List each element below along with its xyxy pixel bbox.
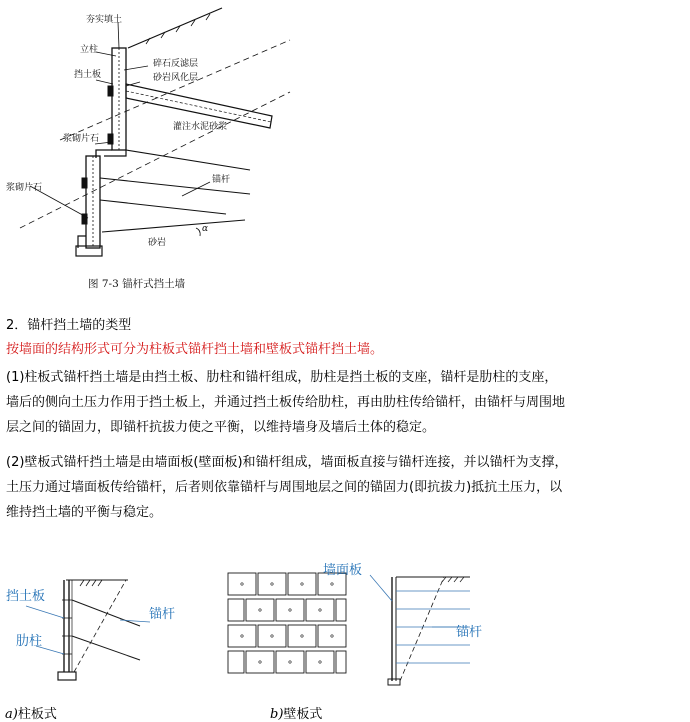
label-weathered-sandstone: 砂岩风化层 [153,73,199,83]
intro-sentence: 按墙面的结构形式可分为柱板式锚杆挡土墙和壁板式锚杆挡土墙。 [6,342,384,357]
figure-b-caption-text: 壁板式 [283,707,323,722]
label-alpha: α [202,224,209,234]
label-grouted-rubble-lower: 浆砌片石 [6,183,43,193]
figure-a-column-plate [0,560,200,720]
figure-b-label-panel: 墙面板 [323,563,363,578]
anchor-wall-section-drawing [0,0,300,270]
paragraph-2-line-1: (2)壁板式锚杆挡土墙是由墙面板(壁面板)和锚杆组成，墙面板直接与锚杆连接，并以锚杆为支撑， [6,455,568,470]
figure-b-label-anchor: 锚杆 [456,625,483,640]
label-cement-mortar: 灌注水泥砂浆 [173,122,228,132]
figure-a-caption [5,703,57,722]
figure-b-caption [270,703,322,722]
paragraph-2-line-3: 维持挡土墙的平衡与稳定。 [6,505,163,520]
paragraph-1-line-3: 层之间的锚固力，即锚杆抗拔力使之平衡，以维持墙身及墙后土体的稳定。 [6,420,436,435]
figure-a-drawing [0,560,200,690]
figure-a-label-rib: 肋柱 [16,634,43,649]
figure-b-wall-panel [220,555,520,720]
label-anchor-rod: 锚杆 [212,175,231,185]
paragraph-1-line-1: (1)柱板式锚杆挡土墙是由挡土板、肋柱和锚杆组成，肋柱是挡土板的支座，锚杆是肋柱的支座， [6,370,558,385]
figure-b-caption-letter: b) [270,707,284,722]
label-retaining-plate: 挡土板 [74,70,102,80]
label-sandstone: 砂岩 [148,238,167,248]
label-grouted-rubble-upper: 浆砌片石 [63,134,100,144]
paragraph-1-line-2: 墙后的侧向土压力作用于挡土板上，并通过挡土板传给肋柱，再由肋柱传给锚杆，由锚杆与周围地 [6,395,566,410]
figure-a-caption-letter: a) [5,707,18,722]
label-column: 立柱 [80,45,99,55]
figure-a-caption-text: 柱板式 [17,707,57,722]
paragraph-2-line-2: 土压力通过墙面板传给锚杆，后者则依靠锚杆与周围地层之间的锚固力(即抗拔力)抵抗土压力，以 [6,480,563,495]
anchor-wall-section-figure [0,0,300,300]
figure-a-label-plate: 挡土板 [6,589,46,604]
label-gravel-filter: 碎石反滤层 [153,59,199,69]
figure-caption: 图 7-3 锚杆式挡土墙 [88,278,186,290]
figure-a-label-anchor: 锚杆 [149,607,176,622]
section-heading: 2．锚杆挡土墙的类型 [6,318,132,333]
label-compacted-fill: 夯实填土 [86,15,123,25]
